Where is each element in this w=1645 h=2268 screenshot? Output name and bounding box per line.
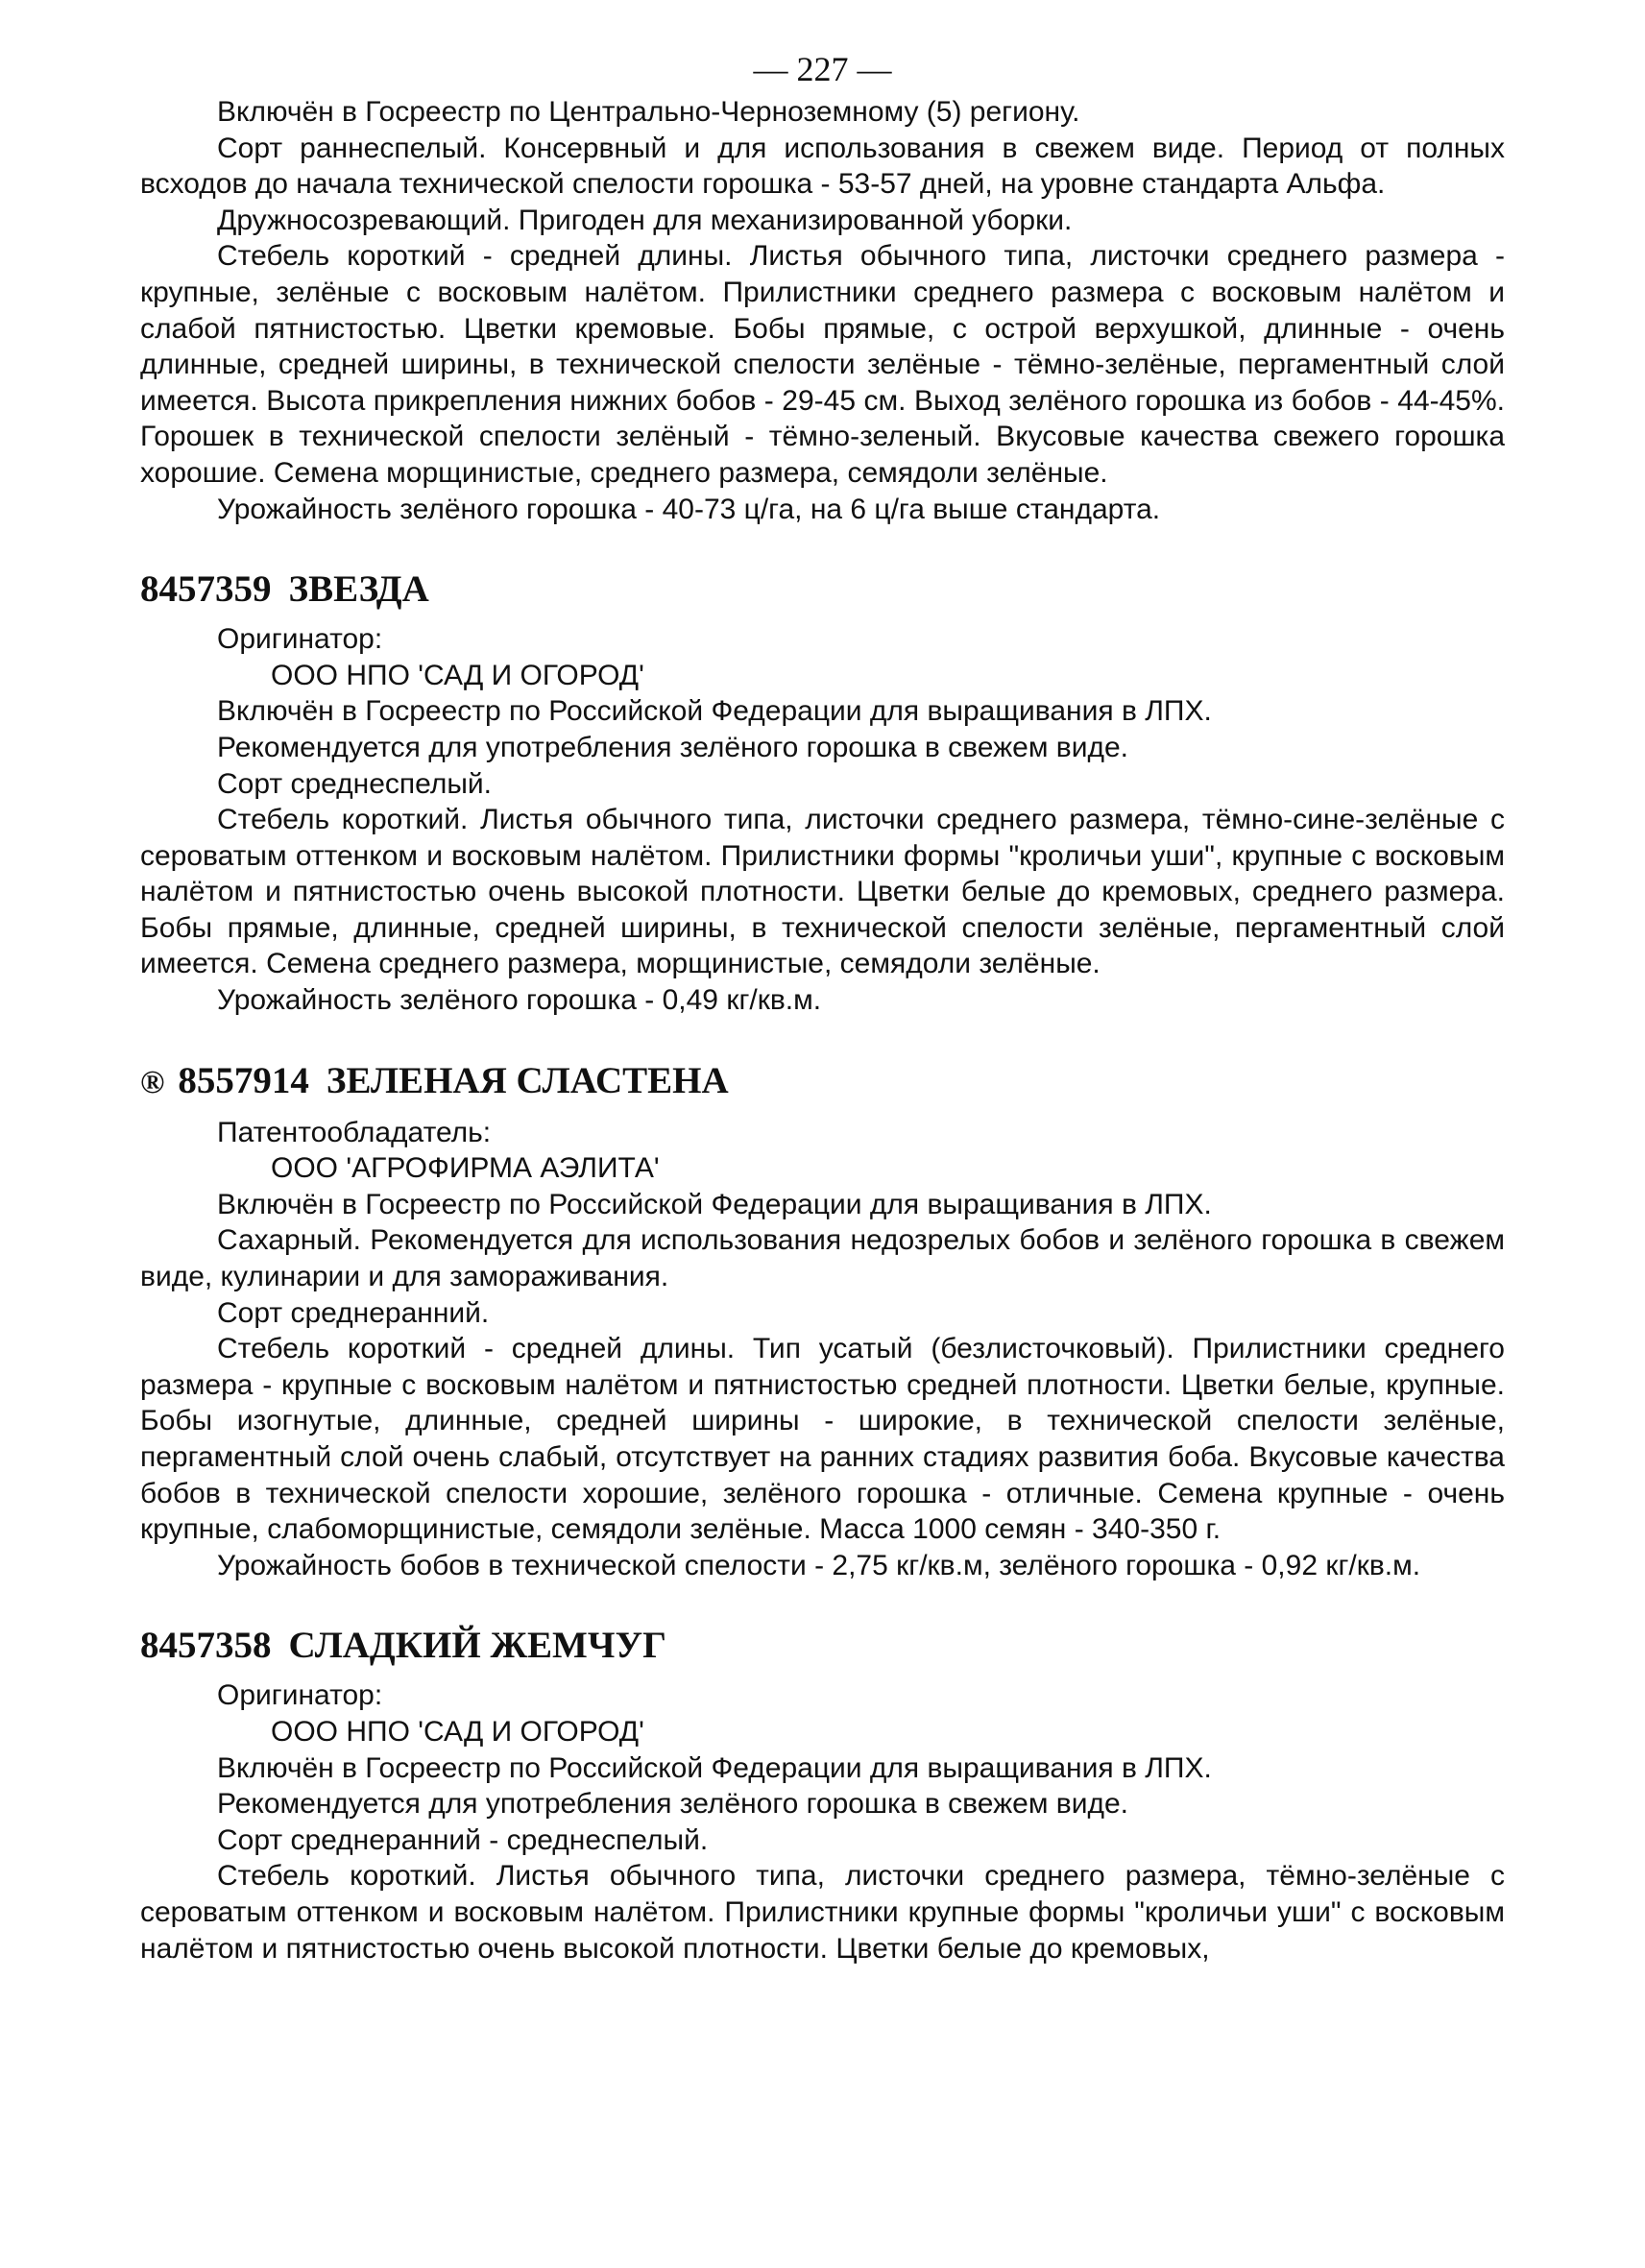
entry-paragraph: Стебель короткий - средней длины. Тип усатый (безлисточковый). Прилистники среднего размера - крупные с восковым налётом и пятнистостью средней плотности. Цветки белые, крупные. Бобы изогнутые, длинные, средней ширины - широкие, в технической спелости зелёные, пергаментный слой очень слабый, отсутствует на ранних стадиях развития боба. Вкусовые качества бобов в технической спелости хорошие, зелёного горошка - отличные. Семена крупные - очень крупные, слабоморщинистые, семядоли зелёные. Масса 1000 семян - 340-350 г. — [140, 1333, 1505, 1546]
page-number: — 227 — — [753, 50, 892, 88]
entry-paragraph: Включён в Госреестр по Российской Федерации для выращивания в ЛПХ. — [217, 1751, 1212, 1784]
holder-organization: ООО 'АГРОФИРМА АЭЛИТА' — [271, 1152, 660, 1185]
variety-entry — [140, 1624, 1505, 1966]
intro-paragraph: Включён в Госреестр по Центрально-Черноземному (5) региону. — [217, 96, 1080, 128]
entry-paragraph: Урожайность зелёного горошка - 0,49 кг/кв.м. — [217, 984, 822, 1017]
entry-paragraph: Включён в Госреестр по Российской Федерации для выращивания в ЛПХ. — [217, 695, 1212, 728]
holder-organization: ООО НПО 'САД И ОГОРОД' — [271, 659, 644, 691]
variety-heading — [140, 1624, 1505, 1668]
entry-paragraph: Рекомендуется для употребления зелёного горошка в свежем виде. — [217, 731, 1129, 763]
entry-paragraph: Включён в Госреестр по Российской Федерации для выращивания в ЛПХ. — [217, 1188, 1212, 1220]
variety-name: ЗВЕЗДА — [288, 568, 429, 611]
entry-paragraph: Сорт среднеранний. — [217, 1296, 490, 1329]
variety-entry — [140, 1059, 1505, 1584]
holder-role: Патентообладатель: — [217, 1116, 492, 1148]
entry-paragraph: Стебель короткий. Листья обычного типа, листочки среднего размера, тёмно-сине-зелёные с сероватым оттенком и восковым налётом. Прилистники формы "кроличьи уши", крупные с восковым налётом и пятнистостью очень высокой плотности. Цветки белые до кремовых, среднего размера. Бобы прямые, длинные, средней ширины, в технической спелости зелёные, пергаментный слой имеется. Семена среднего размера, морщинистые, семядоли зелёные. — [140, 804, 1505, 980]
holder-role: Оригинатор: — [217, 1679, 383, 1712]
variety-code: 8557914 — [178, 1059, 309, 1101]
intro-paragraph: Урожайность зелёного горошка - 40-73 ц/га, на 6 ц/га выше стандарта. — [217, 493, 1161, 525]
entry-paragraph: Сорт среднеранний - среднеспелый. — [217, 1823, 709, 1856]
intro-section — [140, 94, 1505, 527]
entry-paragraph: Сахарный. Рекомендуется для использования недозрелых бобов и зелёного горошка в свежем виде, кулинарии и для замораживания. — [140, 1224, 1505, 1293]
entry-paragraph: Рекомендуется для употребления зелёного горошка в свежем виде. — [217, 1788, 1129, 1821]
variety-name: ЗЕЛЕНАЯ СЛАСТЕНА — [326, 1059, 729, 1101]
entry-paragraph: Сорт среднеспелый. — [217, 767, 493, 800]
entry-paragraph: Стебель короткий. Листья обычного типа, листочки среднего размера, тёмно-зелёные с сероватым оттенком и восковым налётом. Прилистники крупные формы "кроличьи уши" с восковым налётом и пятнистостью очень высокой плотности. Цветки белые до кремовых, — [140, 1860, 1505, 1965]
variety-entry — [140, 567, 1505, 1019]
variety-code: 8457358 — [140, 1625, 272, 1667]
variety-name: СЛАДКИЙ ЖЕМЧУГ — [288, 1625, 666, 1667]
entry-paragraph: Урожайность бобов в технической спелости - 2,75 кг/кв.м, зелёного горошка - 0,92 кг/кв.м. — [217, 1549, 1421, 1581]
variety-code: 8457359 — [140, 568, 272, 611]
registered-mark-icon: ® — [140, 1064, 165, 1100]
intro-paragraph: Стебель короткий - средней длины. Листья обычного типа, листочки среднего размера - крупные, зелёные с восковым налётом. Прилистники среднего размера с восковым налётом и слабой пятнистостью. Цветки кремовые. Бобы прямые, с острой верхушкой, длинные - очень длинные, средней ширины, в технической спелости зелёные - тёмно-зелёные, пергаментный слой имеется. Высота прикрепления нижних бобов - 29-45 см. Выход зелёного горошка из бобов - 44-45%. Горошек в технической спелости зелёный - тёмно-зеленый. Вкусовые качества свежего горошка хорошие. Семена морщинистые, среднего размера, семядоли зелёные. — [140, 240, 1505, 489]
intro-paragraph: Сорт раннеспелый. Консервный и для использования в свежем виде. Период от полных всходов до начала технической спелости горошка - 53-57 дней, на уровне стандарта Альфа. — [140, 132, 1505, 201]
variety-heading — [140, 567, 1505, 612]
holder-organization: ООО НПО 'САД И ОГОРОД' — [271, 1715, 644, 1748]
holder-role: Оригинатор: — [217, 623, 383, 656]
variety-heading — [140, 1059, 1505, 1105]
intro-paragraph: Дружносозревающий. Пригоден для механизированной уборки. — [217, 204, 1073, 236]
